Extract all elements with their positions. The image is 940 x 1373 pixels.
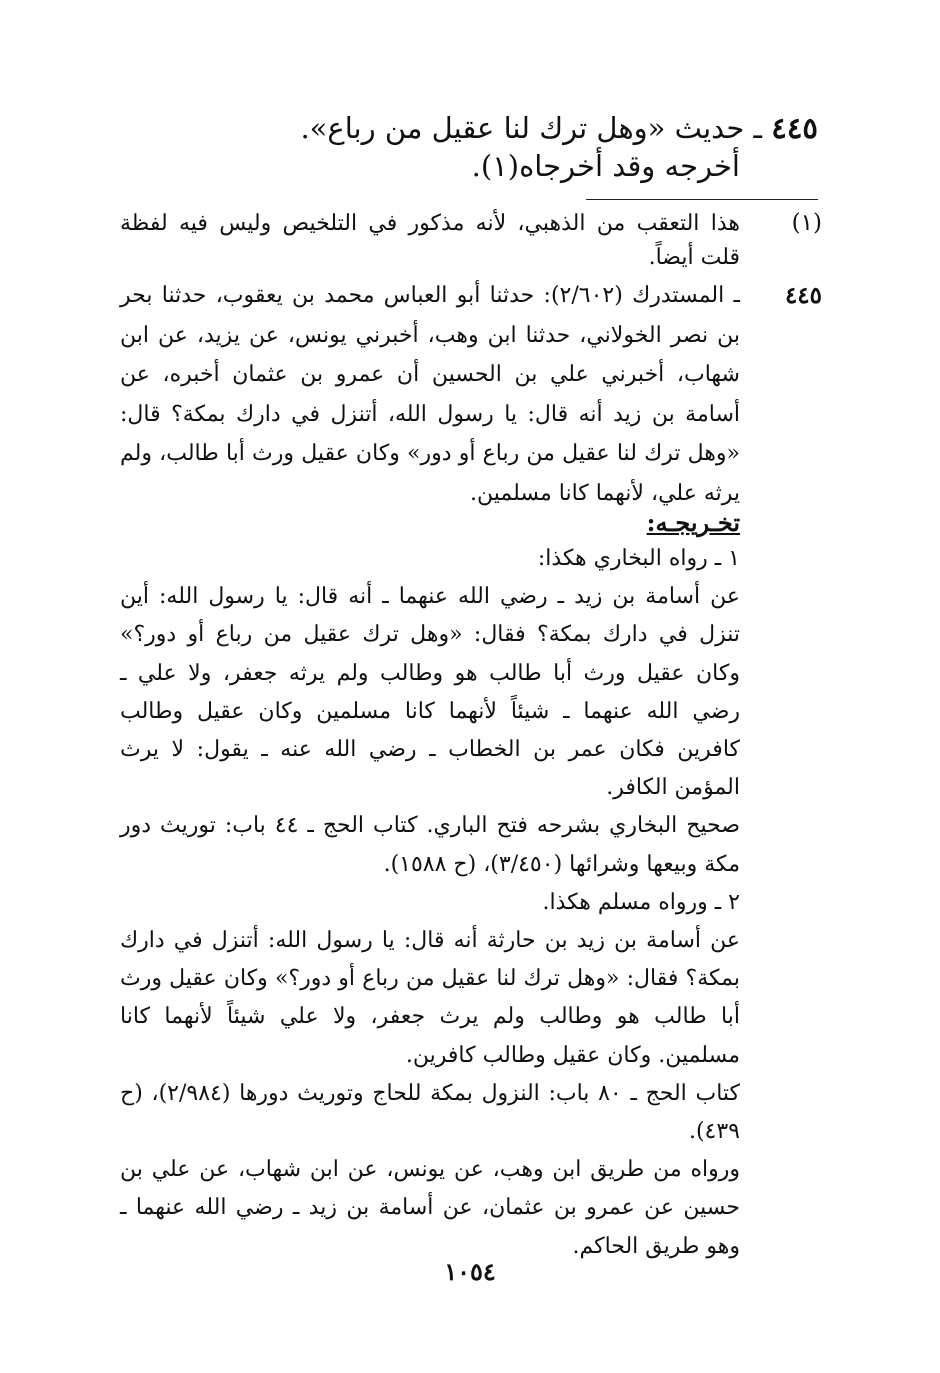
hadith-title: ـ حديث «وهل ترك لنا عقيل من رباع». xyxy=(300,111,763,145)
takhrij-paragraph: صحيح البخاري بشرحه فتح الباري. كتاب الحج ـ ٤٤ باب: توريث دور مكة وبيعها وشرائها (٣/٤٥٠)، (ح ١٥٨٨). xyxy=(120,813,740,877)
section-number: ٤٤٥ xyxy=(784,282,822,309)
hadith-number: ٤٤٥ xyxy=(771,111,818,145)
takhrij-paragraph: ٢ ـ ورواه مسلم هكذا. xyxy=(542,889,740,915)
takhrij-heading: تخـريجـه: xyxy=(646,508,740,537)
footnote-divider xyxy=(586,199,818,200)
takhrij-paragraph: كتاب الحج ـ ٨٠ باب: النزول بمكة للحاج وتوريث دورها (٢/٩٨٤)، (ح ٤٣٩). xyxy=(120,1080,741,1145)
footnote-marker: (١) xyxy=(791,210,822,236)
page-number: ١٠٥٤ xyxy=(444,1257,496,1286)
section-text: ـ المستدرك (٢/٦٠٢): حدثنا أبو العباس محمد بن يعقوب، حدثنا بحر بن نصر الخولاني، حدثنا ابن وهب، أخبرني يونس، عن يزيد، عن ابن شهاب، أخبرني علي بن الحسين أن عمرو بن عثمان أخبره، عن أسامة بن زيد أنه قال: يا رسول الله، أتنزل في دارك بمكة؟ قال: «وهل ترك لنا عقيل من رباع أو دور» وكان عقيل ورث أبا طالب، ولم يرثه علي، لأنهما كانا مسلمين. xyxy=(120,283,740,506)
footnote-text: هذا التعقب من الذهبي، لأنه مذكور في التلخيص وليس فيه لفظة قلت أيضاً. xyxy=(120,211,740,270)
takhrij-paragraph: ١ ـ رواه البخاري هكذا: xyxy=(537,546,740,571)
takhrij-body xyxy=(120,540,740,1266)
hadith-subtitle: أخرجه وقد أخرجاه(١). xyxy=(471,149,740,183)
takhrij-paragraph: ورواه من طريق ابن وهب، عن يونس، عن ابن شهاب، عن علي بن حسين عن عمرو بن عثمان، عن أسامة بن زيد ـ رضي الله عنهما ـ وهو طريق الحاكم. xyxy=(120,1157,740,1259)
takhrij-paragraph: عن أسامة بن زيد ـ رضي الله عنهما ـ أنه قال: يا رسول الله: أين تنزل في دارك بمكة؟ فقال: «وهل ترك عقيل من رباع أو دور؟» وكان عقيل ورث أبا طالب هو وطالب ولم يرثه جعفر، ولا علي ـ رضي الله عنهما ـ شيئاً لأنهما كانا مسلمين وكان عقيل وطالب كافرين فكان عمر بن الخطاب ـ رضي الله عنه ـ يقول: لا يرث المؤمن الكافر. xyxy=(120,584,740,801)
takhrij-paragraph: عن أسامة بن زيد بن حارثة أنه قال: يا رسول الله: أتنزل في دارك بمكة؟ فقال: «وهل ترك لنا عقيل من رباع أو دور؟» وكان عقيل ورث أبا طالب هو وطالب ولم يرث جعفر، ولا علي شيئاً لأنهما كانا مسلمين. وكان عقيل وطالب كافرين. xyxy=(120,928,740,1068)
hadith-heading xyxy=(300,108,818,148)
